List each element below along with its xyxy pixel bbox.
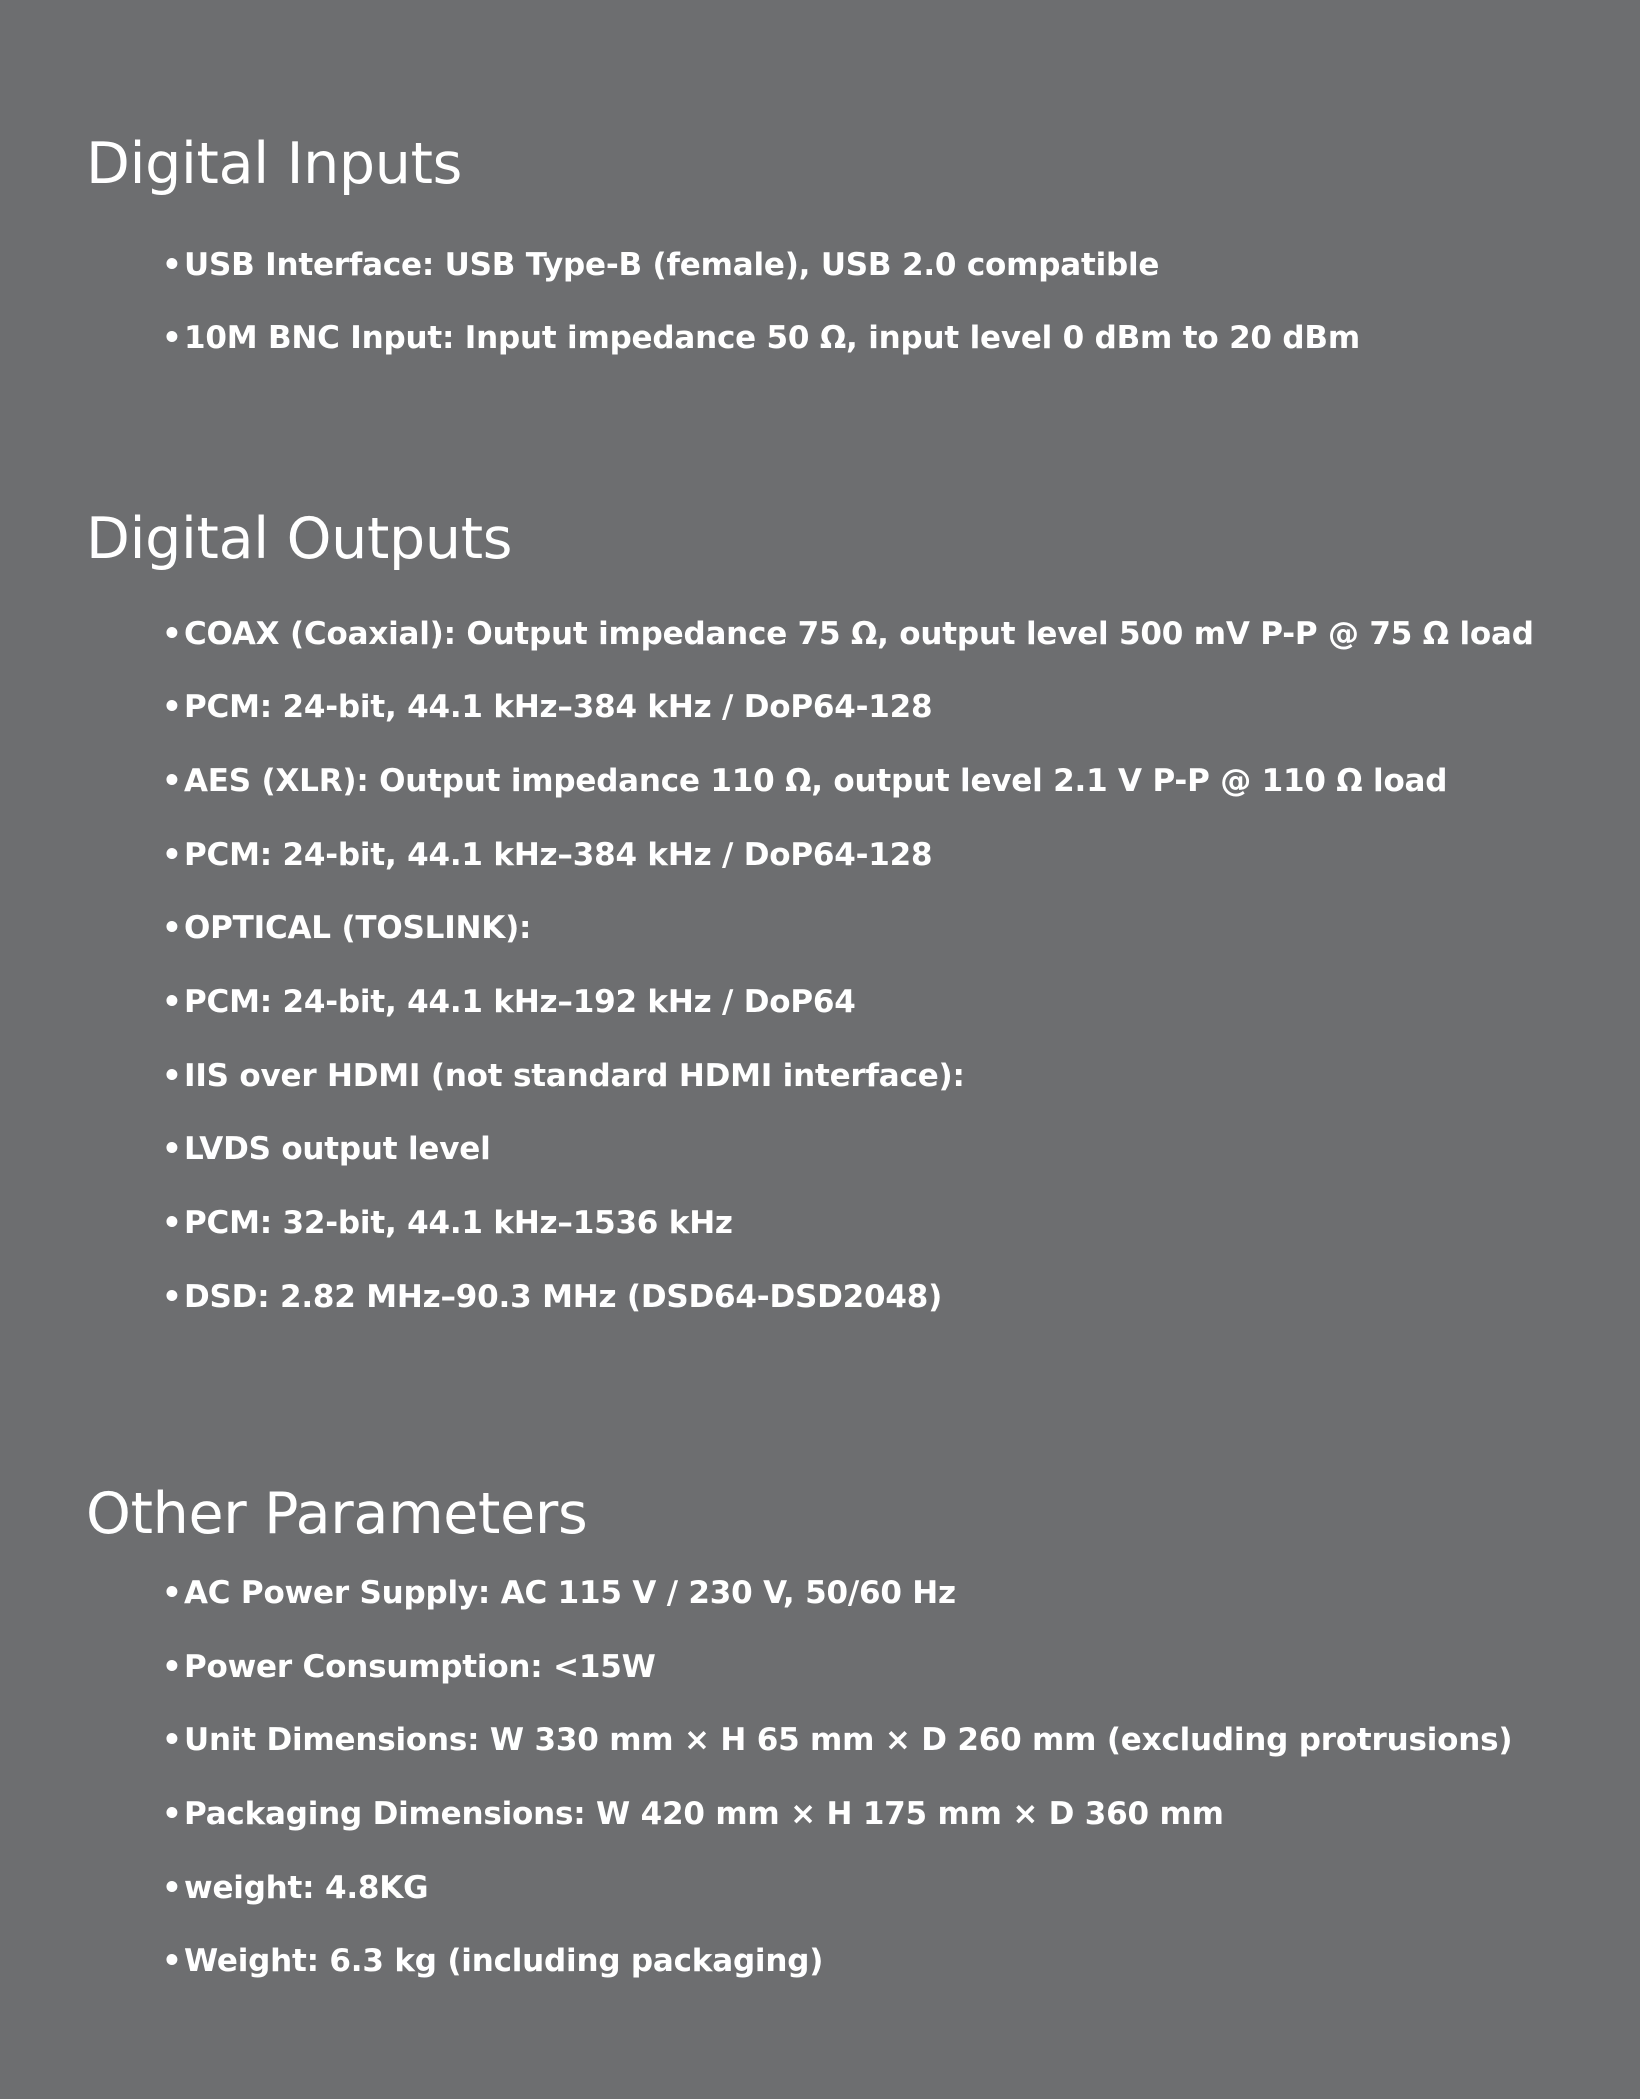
bullet-icon: • <box>162 1870 182 1906</box>
spec-item-text: Unit Dimensions: W 330 mm × H 65 mm × D 260 mm (excluding protrusions) <box>184 1722 1513 1758</box>
spec-item-text: 10M BNC Input: Input impedance 50 Ω, input level 0 dBm to 20 dBm <box>184 320 1360 356</box>
bullet-icon: • <box>162 1279 182 1315</box>
spec-item <box>162 1796 1224 1832</box>
bullet-icon: • <box>162 247 182 283</box>
spec-item <box>162 616 1534 652</box>
spec-item-text: LVDS output level <box>184 1131 491 1167</box>
bullet-icon: • <box>162 320 182 356</box>
spec-item <box>162 1649 656 1685</box>
bullet-icon: • <box>162 1205 182 1241</box>
bullet-icon: • <box>162 1796 182 1832</box>
spec-item <box>162 984 856 1020</box>
spec-item-text: IIS over HDMI (not standard HDMI interface): <box>184 1058 965 1094</box>
section-title-other-parameters: Other Parameters <box>86 1481 588 1547</box>
spec-item-text: Weight: 6.3 kg (including packaging) <box>184 1943 824 1979</box>
spec-item-text: PCM: 32-bit, 44.1 kHz–1536 kHz <box>184 1205 733 1241</box>
spec-item-text: AC Power Supply: AC 115 V / 230 V, 50/60 Hz <box>184 1575 956 1611</box>
bullet-icon: • <box>162 1131 182 1167</box>
spec-item <box>162 689 933 725</box>
bullet-icon: • <box>162 910 182 946</box>
bullet-icon: • <box>162 689 182 725</box>
spec-item <box>162 910 532 946</box>
spec-item <box>162 837 933 873</box>
spec-item <box>162 1870 429 1906</box>
bullet-icon: • <box>162 1649 182 1685</box>
spec-item <box>162 1943 824 1979</box>
section-title-digital-outputs: Digital Outputs <box>86 506 513 572</box>
spec-item-text: PCM: 24-bit, 44.1 kHz–384 kHz / DoP64-128 <box>184 689 933 725</box>
spec-item <box>162 1279 943 1315</box>
spec-item-text: PCM: 24-bit, 44.1 kHz–384 kHz / DoP64-128 <box>184 837 933 873</box>
bullet-icon: • <box>162 1943 182 1979</box>
bullet-icon: • <box>162 616 182 652</box>
spec-item <box>162 1058 965 1094</box>
bullet-icon: • <box>162 1058 182 1094</box>
spec-item-text: OPTICAL (TOSLINK): <box>184 910 532 946</box>
spec-item-text: PCM: 24-bit, 44.1 kHz–192 kHz / DoP64 <box>184 984 856 1020</box>
bullet-icon: • <box>162 984 182 1020</box>
bullet-icon: • <box>162 1575 182 1611</box>
spec-item-text: weight: 4.8KG <box>184 1870 429 1906</box>
spec-item <box>162 1131 491 1167</box>
spec-item-text: AES (XLR): Output impedance 110 Ω, output level 2.1 V P-P @ 110 Ω load <box>184 763 1448 799</box>
spec-item-text: Packaging Dimensions: W 420 mm × H 175 mm × D 360 mm <box>184 1796 1224 1832</box>
bullet-icon: • <box>162 763 182 799</box>
spec-item <box>162 1575 956 1611</box>
section-title-digital-inputs: Digital Inputs <box>86 131 463 197</box>
spec-item <box>162 763 1448 799</box>
bullet-icon: • <box>162 837 182 873</box>
spec-item <box>162 1205 733 1241</box>
spec-item <box>162 320 1360 356</box>
spec-item <box>162 1722 1513 1758</box>
spec-item-text: USB Interface: USB Type-B (female), USB 2.0 compatible <box>184 247 1160 283</box>
spec-item-text: COAX (Coaxial): Output impedance 75 Ω, output level 500 mV P-P @ 75 Ω load <box>184 616 1534 652</box>
spec-item-text: Power Consumption: <15W <box>184 1649 656 1685</box>
spec-item <box>162 247 1160 283</box>
spec-item-text: DSD: 2.82 MHz–90.3 MHz (DSD64-DSD2048) <box>184 1279 943 1315</box>
bullet-icon: • <box>162 1722 182 1758</box>
